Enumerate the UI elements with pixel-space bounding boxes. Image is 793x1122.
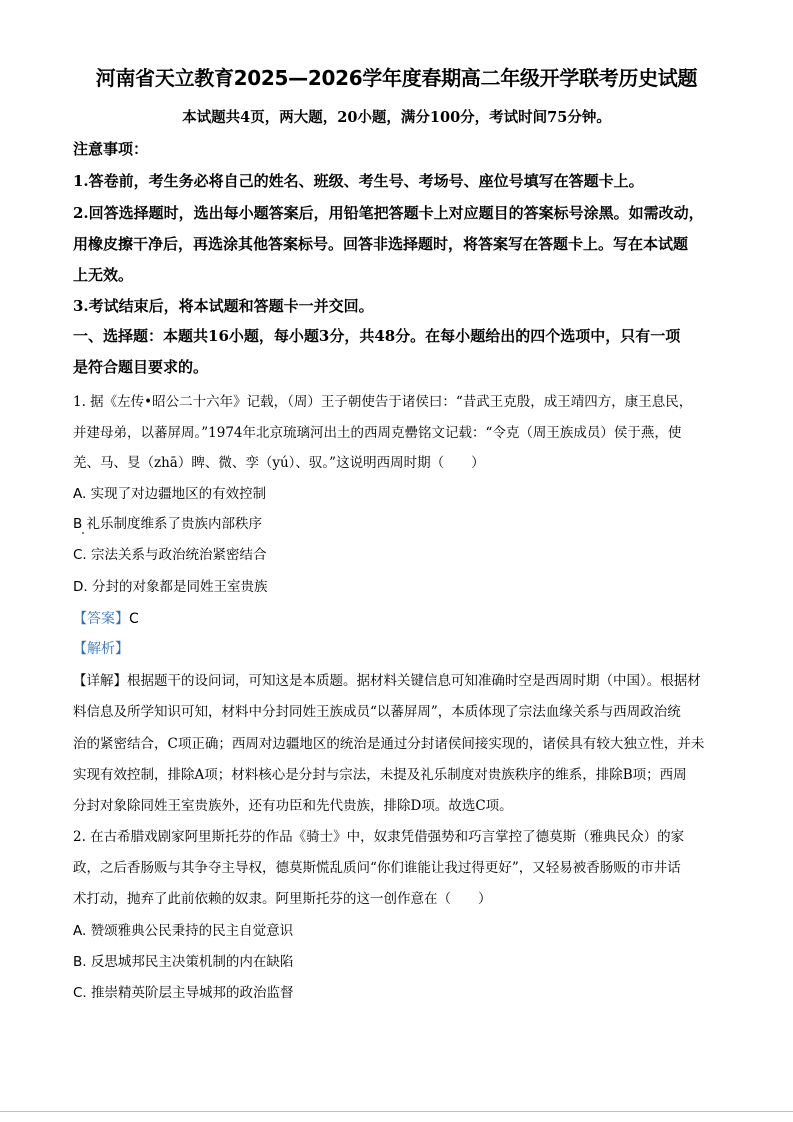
question-1-detail-line-2: 料信息及所学知识可知，材料中分封同姓王族成员“以蕃屏周”，本质体现了宗法血缘关系与西周政治统: [73, 704, 681, 720]
option-letter: C.: [73, 985, 87, 1001]
question-1-stem-line-1: 1. 据《左传•昭公二十六年》记载，（周）王子朝使告于诸侯曰：“昔武王克殷，成王靖四方，康王息民，: [73, 394, 693, 410]
page-bottom-divider: [0, 1111, 793, 1112]
question-1-detail-line-3: 治的紧密结合，C项正确；西周对边疆地区的统治是通过分封诸侯间接实现的，诸侯具有较大独立性，并未: [73, 736, 705, 752]
exam-subtitle: 本试题共4页，两大题，20小题，满分100分，考试时间75分钟。: [182, 109, 611, 126]
question-2-option-c: [73, 981, 294, 1001]
stray-mark: [82, 532, 84, 534]
question-1-option-d: [73, 575, 267, 595]
question-2-option-b: [73, 950, 293, 970]
option-letter: B: [73, 516, 83, 532]
question-1-option-b: [73, 512, 262, 532]
option-letter: A.: [73, 486, 87, 502]
question-2-stem-line-3: 术打动，抛弃了此前依赖的奴隶。阿里斯托芬的这一创作意在（ ）: [73, 891, 492, 907]
option-letter: A.: [73, 923, 87, 939]
answer-label: 【答案】: [73, 611, 129, 627]
option-letter: B.: [73, 954, 87, 970]
notice-heading: 注意事项：: [73, 140, 149, 158]
exam-title: 河南省天立教育2025—2026学年度春期高二年级开学联考历史试题: [95, 66, 698, 90]
option-text: 反思城邦民主决策机制的内在缺陷: [86, 954, 294, 970]
question-1-detail-line-5: 分封对象除同姓王室贵族外，还有功臣和先代贵族，排除D项。故选C项。: [73, 798, 513, 814]
question-2-stem-line-2: 政，之后香肠贩与其争夺主导权，德莫斯慌乱质问“你们谁能让我过得更好”，又轻易被香肠贩的市井话: [73, 860, 681, 876]
section-1-heading-line-1: 一、选择题：本题共16小题，每小题3分，共48分。在每小题给出的四个选项中，只有一项: [73, 327, 681, 345]
question-1-detail-line-4: 实现有效控制，排除A项；材料核心是分封与宗法，未提及礼乐制度对贵族秩序的维系，排除B项；西周: [73, 767, 687, 783]
question-1-stem-line-3: 羌、马、𠭁（zhā）睥、微、孪（yú）、驭。”这说明西周时期（ ）: [73, 455, 485, 471]
option-text: 礼乐制度维系了贵族内部秩序: [82, 516, 263, 532]
option-letter: C.: [73, 547, 87, 563]
question-1-analysis-label: 【解析】: [73, 641, 129, 657]
option-text: 实现了对边疆地区的有效控制: [86, 486, 267, 502]
question-1-detail-line-1: 【详解】根据题干的设问词，可知这是本质题。据材料关键信息可知准确时空是西周时期（中国）。根据材: [73, 673, 701, 689]
option-text: 分封的对象都是同姓王室贵族: [87, 579, 268, 595]
notice-item-3: 3.考试结束后，将本试题和答题卡一并交回。: [73, 297, 374, 315]
question-2-option-a: [73, 919, 293, 939]
notice-item-2-line-2: 用橡皮擦干净后，再选涂其他答案标号。回答非选择题时，将答案写在答题卡上。写在本试题: [73, 235, 689, 253]
answer-value: C: [129, 611, 139, 627]
section-1-heading-line-2: 是符合题目要求的。: [73, 358, 209, 376]
question-1-answer: [73, 608, 139, 628]
notice-item-2-line-1: 2.回答选择题时，选出每小题答案后，用铅笔把答题卡上对应题目的答案标号涂黑。如需改动，: [73, 204, 704, 222]
option-text: 赞颂雅典公民秉持的民主自觉意识: [86, 923, 294, 939]
option-text: 推崇精英阶层主导城邦的政治监督: [86, 985, 294, 1001]
notice-item-1: 1.答卷前，考生务必将自己的姓名、班级、考生号、考场号、座位号填写在答题卡上。: [73, 172, 644, 190]
option-letter: D.: [73, 579, 88, 595]
question-2-stem-line-1: 2. 在古希腊戏剧家阿里斯托芬的作品《骑士》中，奴隶凭借强势和巧言掌控了德莫斯（雅典民众）的家: [73, 829, 685, 845]
option-text: 宗法关系与政治统治紧密结合: [86, 547, 267, 563]
notice-item-2-line-3: 上无效。: [73, 266, 134, 284]
question-1-option-c: [73, 543, 267, 563]
question-1-option-a: [73, 482, 266, 502]
question-1-stem-line-2: 并建母弟，以蕃屏周。”1974年北京琉璃河出土的西周克罍铭文记载：“令克（周王族成员）侯于燕，使: [73, 425, 682, 441]
